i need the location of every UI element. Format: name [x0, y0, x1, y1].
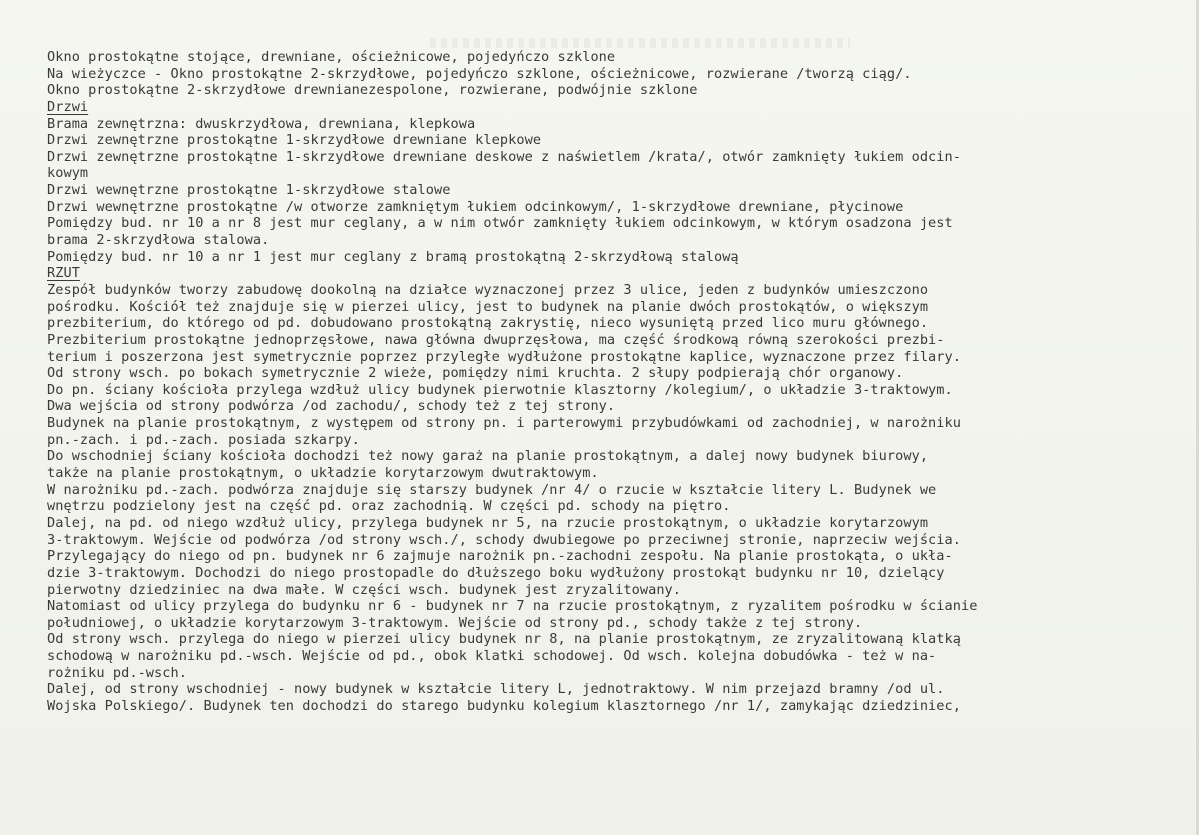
- text-line: także na planie prostokątnym, o układzie korytarzowym dwutraktowym.: [47, 465, 599, 482]
- text-line: Budynek na planie prostokątnym, z występem od strony pn. i parterowymi przybudówkami od zachodniej, w narożniku: [47, 415, 961, 432]
- typewritten-text-block: [47, 49, 1193, 715]
- text-line: W narożniku pd.-zach. podwórza znajduje się starszy budynek /nr 4/ o rzucie w kształcie litery L. Budynek we: [47, 481, 937, 498]
- text-line: schodową w narożniku pd.-wsch. Wejście od pd., obok klatki schodowej. Od wsch. kolejna dobudówka - też w na-: [47, 648, 937, 665]
- text-line: pn.-zach. i pd.-zach. posiada szkarpy.: [47, 431, 360, 448]
- text-line: Pomiędzy bud. nr 10 a nr 8 jest mur ceglany, a w nim otwór zamknięty łukiem odcinkowym, w którym osadzona jest: [47, 215, 953, 232]
- text-line: Od strony wsch. po bokach symetrycznie 2 wieże, pomiędzy nimi kruchta. 2 słupy podpierają chór organowy.: [47, 365, 904, 382]
- text-line: terium i poszerzona jest symetrycznie poprzez przyległe wydłużone prostokątne kaplice, wyznaczone przez filary.: [47, 348, 961, 365]
- text-line: brama 2-skrzydłowa stalowa.: [47, 232, 270, 249]
- section-heading: RZUT: [47, 265, 80, 282]
- text-line: Do wschodniej ściany kościoła dochodzi też nowy garaż na planie prostokątnym, a dalej nowy budynek biurowy,: [47, 448, 929, 465]
- text-line: Przylegający do niego od pn. budynek nr 6 zajmuje narożnik pn.-zachodni zespołu. Na planie prostokąta, o ukła-: [47, 548, 953, 565]
- text-line: rożniku pd.-wsch.: [47, 664, 187, 681]
- text-line: Brama zewnętrzna: dwuskrzydłowa, drewniana, klepkowa: [47, 115, 476, 132]
- text-line: dzie 3-traktowym. Dochodzi do niego prostopadle do dłuższego boku wydłużony prostokąt budynku nr 10, dzielący: [47, 564, 945, 581]
- text-line: Okno prostokątne stojące, drewniane, ościeżnicowe, pojedyńczo szklone: [47, 49, 616, 65]
- faint-bleed-through-text: [430, 38, 850, 48]
- text-line: Wojska Polskiego/. Budynek ten dochodzi do starego budynku kolegium klasztornego /nr 1/, zamykając dziedziniec,: [47, 697, 961, 714]
- text-line: Drzwi zewnętrzne prostokątne 1-skrzydłowe drewniane klepkowe: [47, 132, 542, 149]
- text-line: Zespół budynków tworzy zabudowę dookolną na działce wyznaczonej przez 3 ulice, jeden z budynków umieszczono: [47, 281, 929, 298]
- text-line: wnętrzu podzielony jest na część pd. oraz zachodnią. W części pd. schody na piętro.: [47, 498, 731, 515]
- text-line: Drzwi zewnętrzne prostokątne 1-skrzydłowe drewniane deskowe z naświetlem /krata/, otwór zamknięty łukiem odcin-: [47, 148, 961, 165]
- text-line: pierwotny dziedziniec na dwa małe. W części wsch. budynek jest zryzalitowany.: [47, 581, 682, 598]
- section-heading: Drzwi: [47, 98, 89, 115]
- text-line: pośrodku. Kościół też znajduje się w pierzei ulicy, jest to budynek na planie dwóch prostokątów, o większym: [47, 298, 929, 315]
- text-line: Okno prostokątne 2-skrzydłowe drewnianezespolone, rozwierane, podwójnie szklone: [47, 82, 698, 99]
- text-line: Prezbiterium prostokątne jednoprzęsłowe, nawa główna dwuprzęsłowa, ma część środkową równą szerokości prezbi-: [47, 331, 945, 348]
- text-line: Dalej, od strony wschodniej - nowy budynek w kształcie litery L, jednotraktowy. W nim przejazd bramny /od ul.: [47, 681, 945, 698]
- text-line: kowym: [47, 165, 89, 182]
- text-line: prezbiterium, do którego od pd. dobudowano prostokątną zakrystię, nieco wysuniętą przed lico muru głównego.: [47, 315, 929, 332]
- text-line: Od strony wsch. przylega do niego w pierzei ulicy budynek nr 8, na planie prostokątnym, ze zryzalitowaną klatką: [47, 631, 961, 648]
- text-line: Dwa wejścia od strony podwórza /od zachodu/, schody też z tej strony.: [47, 398, 616, 415]
- text-line: Natomiast od ulicy przylega do budynku nr 6 - budynek nr 7 na rzucie prostokątnym, z ryzalitem pośrodku w ścianie: [47, 598, 978, 615]
- text-line: Na wieżyczce - Okno prostokątne 2-skrzydłowe, pojedyńczo szklone, ościeżnicowe, rozwierane /tworzą ciąg/.: [47, 65, 912, 82]
- text-line: Drzwi wewnętrzne prostokątne /w otworze zamkniętym łukiem odcinkowym/, 1-skrzydłowe drewniane, płycinowe: [47, 198, 904, 215]
- text-line: Do pn. ściany kościoła przylega wzdłuż ulicy budynek pierwotnie klasztorny /kolegium/, o układzie 3-traktowym.: [47, 381, 953, 398]
- text-line: 3-traktowym. Wejście od podwórza /od strony wsch./, schody dwubiegowe po przeciwnej stronie, naprzeciw wejścia.: [47, 531, 961, 548]
- text-line: Drzwi wewnętrzne prostokątne 1-skrzydłowe stalowe: [47, 182, 451, 199]
- text-line: Pomiędzy bud. nr 10 a nr 1 jest mur ceglany z bramą prostokątną 2-skrzydłową stalową: [47, 248, 739, 265]
- text-line: Dalej, na pd. od niego wzdłuż ulicy, przylega budynek nr 5, na rzucie prostokątnym, o układzie korytarzowym: [47, 514, 929, 531]
- text-line: południowej, o układzie korytarzowym 3-traktowym. Wejście od strony pd., schody także z tej strony.: [47, 614, 863, 631]
